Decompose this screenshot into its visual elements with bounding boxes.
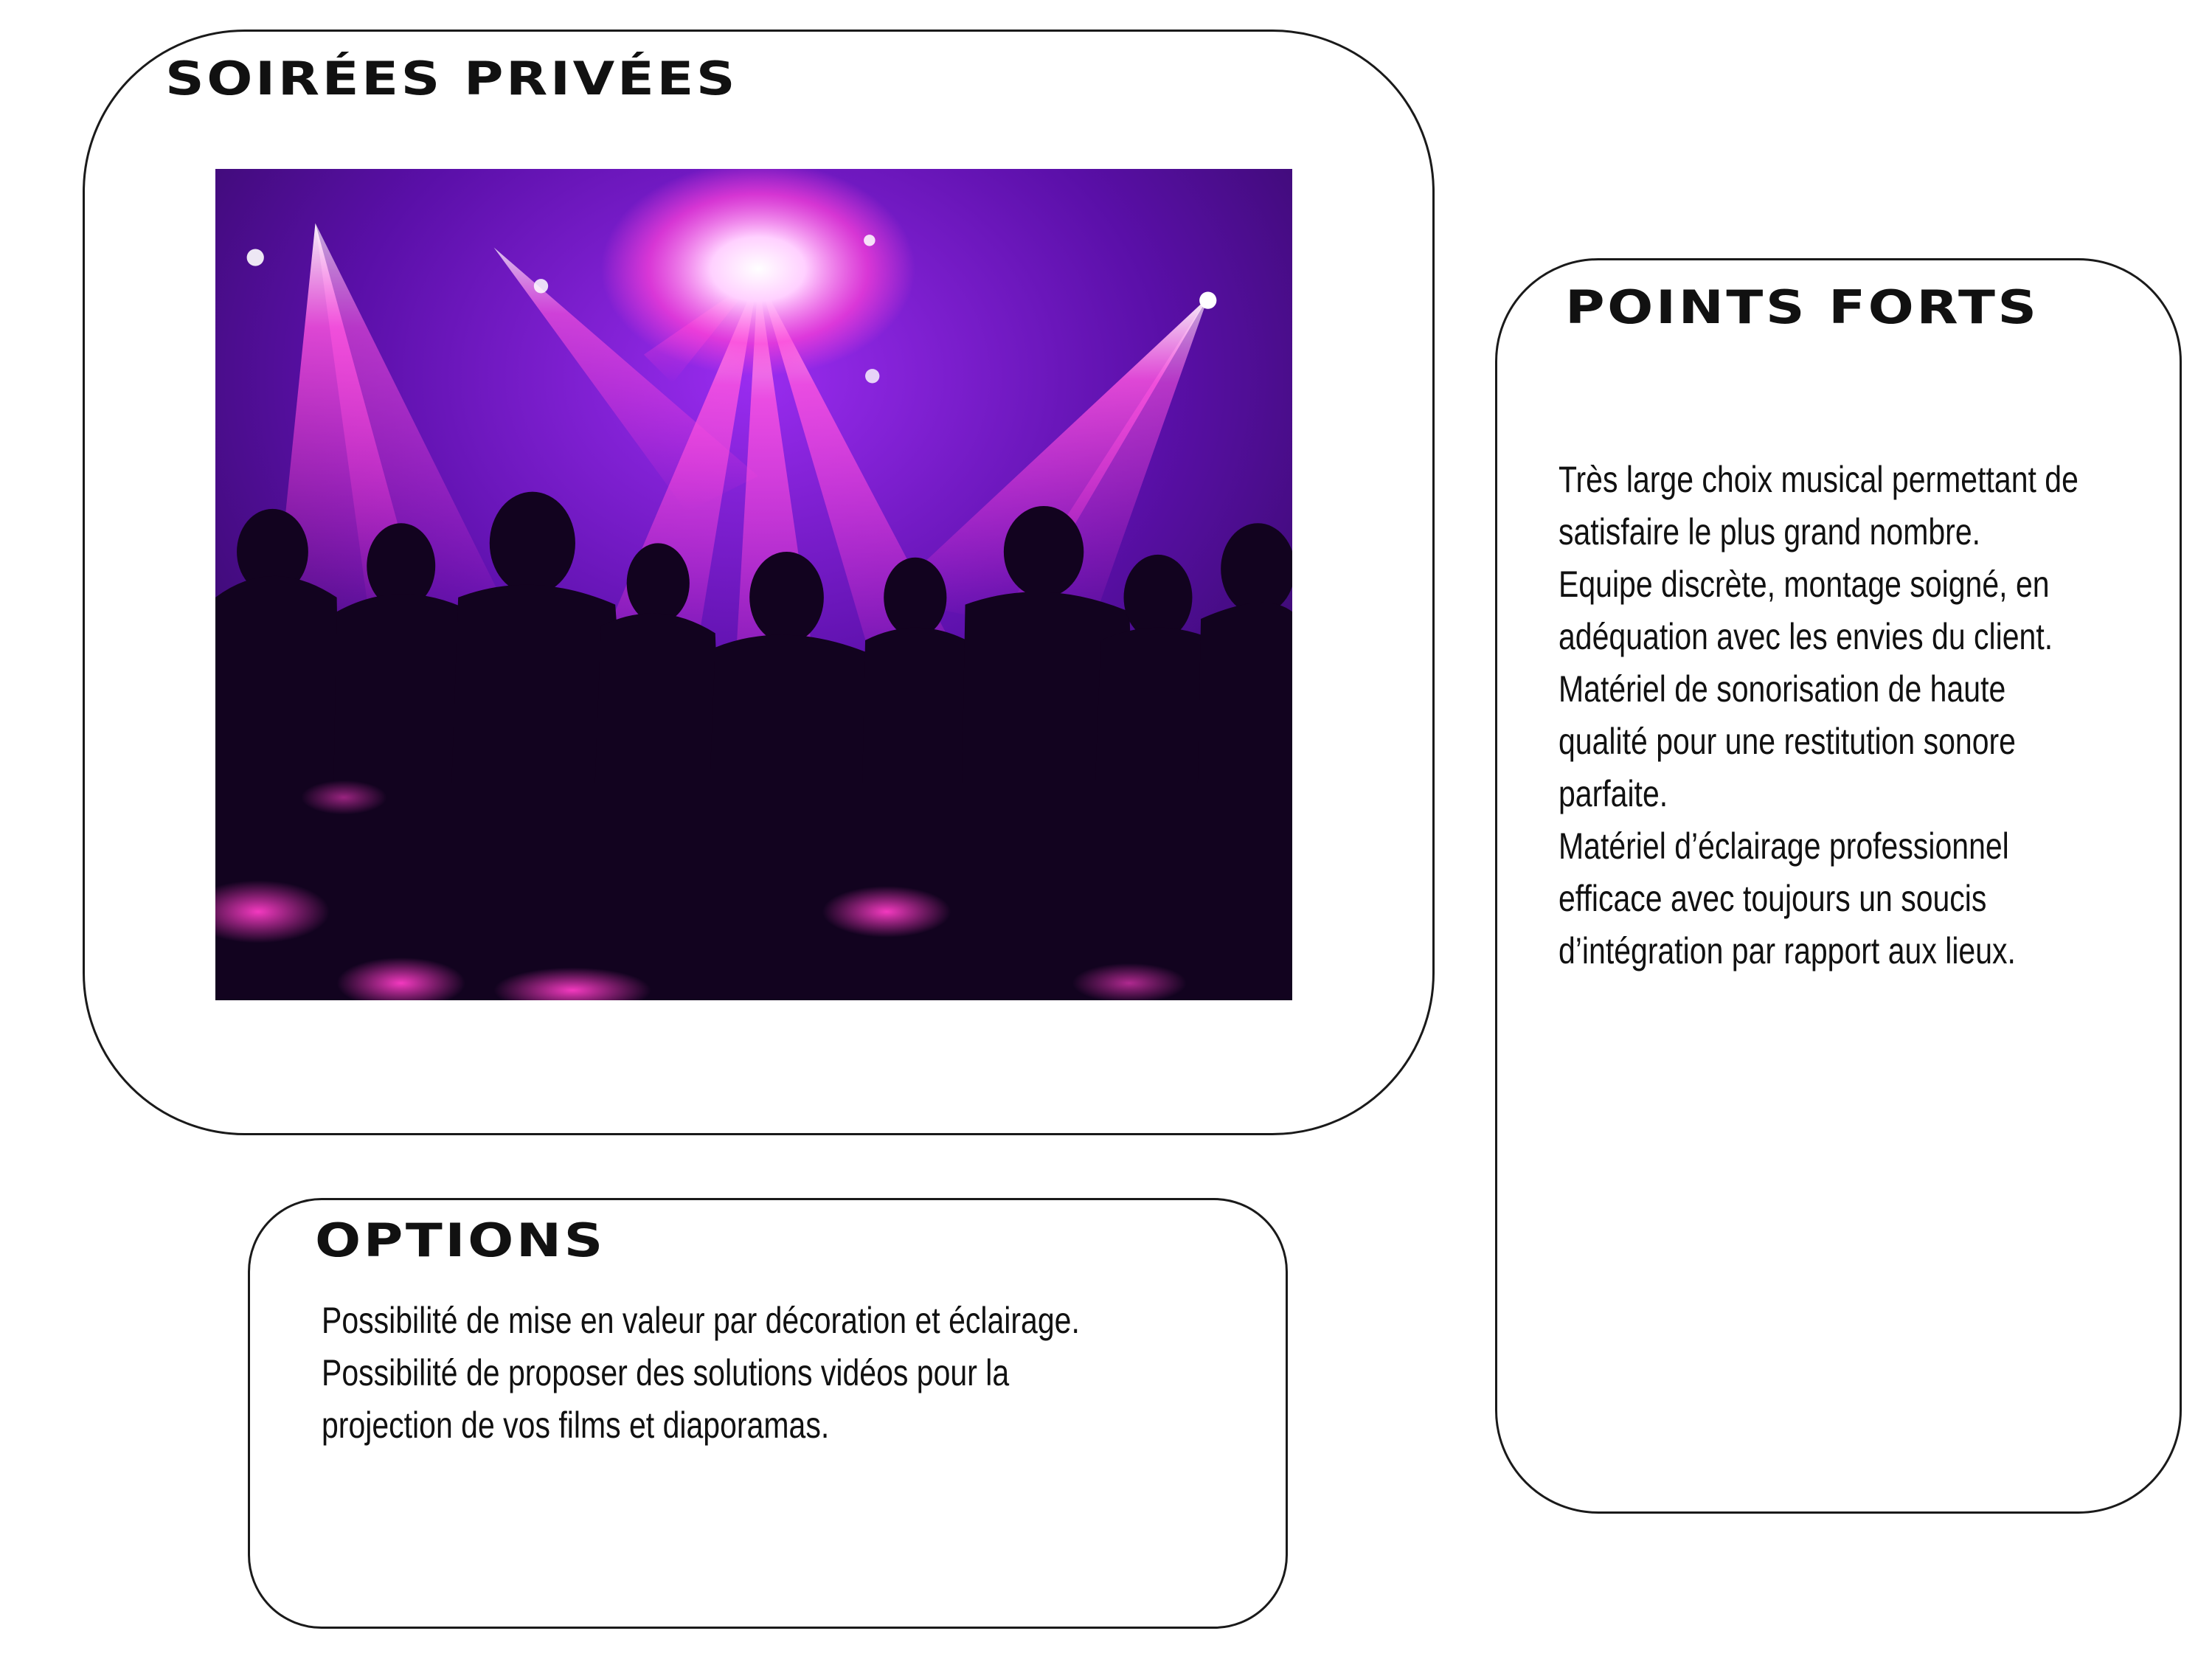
soirees-privees-title: SOIRÉES PRIVÉES: [165, 52, 738, 105]
points-forts-line: adéquation avec les envies du client.: [1559, 616, 2053, 657]
points-forts-line: satisfaire le plus grand nombre.: [1559, 511, 1981, 553]
points-forts-line: Très large choix musical permettant de: [1559, 459, 2078, 500]
points-forts-line: efficace avec toujours un soucis: [1559, 878, 1987, 919]
points-forts-line: parfaite.: [1559, 773, 1668, 814]
points-forts-line: Matériel de sonorisation de haute: [1559, 668, 2006, 710]
points-forts-title: POINTS FORTS: [1565, 280, 2039, 334]
points-forts-line: Equipe discrète, montage soigné, en: [1559, 564, 2050, 605]
points-forts-line: Matériel d’éclairage professionnel: [1559, 825, 2009, 867]
stage-light-flare: [601, 169, 915, 376]
options-line: projection de vos films et diaporamas.: [322, 1405, 830, 1446]
party-photo: [215, 169, 1292, 1000]
options-title: OPTIONS: [315, 1213, 606, 1267]
options-line: Possibilité de mise en valeur par décoration et éclairage.: [322, 1300, 1080, 1341]
points-forts-text: [1559, 454, 2078, 977]
points-forts-line: qualité pour une restitution sonore: [1559, 721, 2016, 762]
points-forts-line: d’intégration par rapport aux lieux.: [1559, 930, 2016, 971]
options-line: Possibilité de proposer des solutions vidéos pour la: [322, 1352, 1010, 1393]
options-text: [322, 1295, 1080, 1452]
